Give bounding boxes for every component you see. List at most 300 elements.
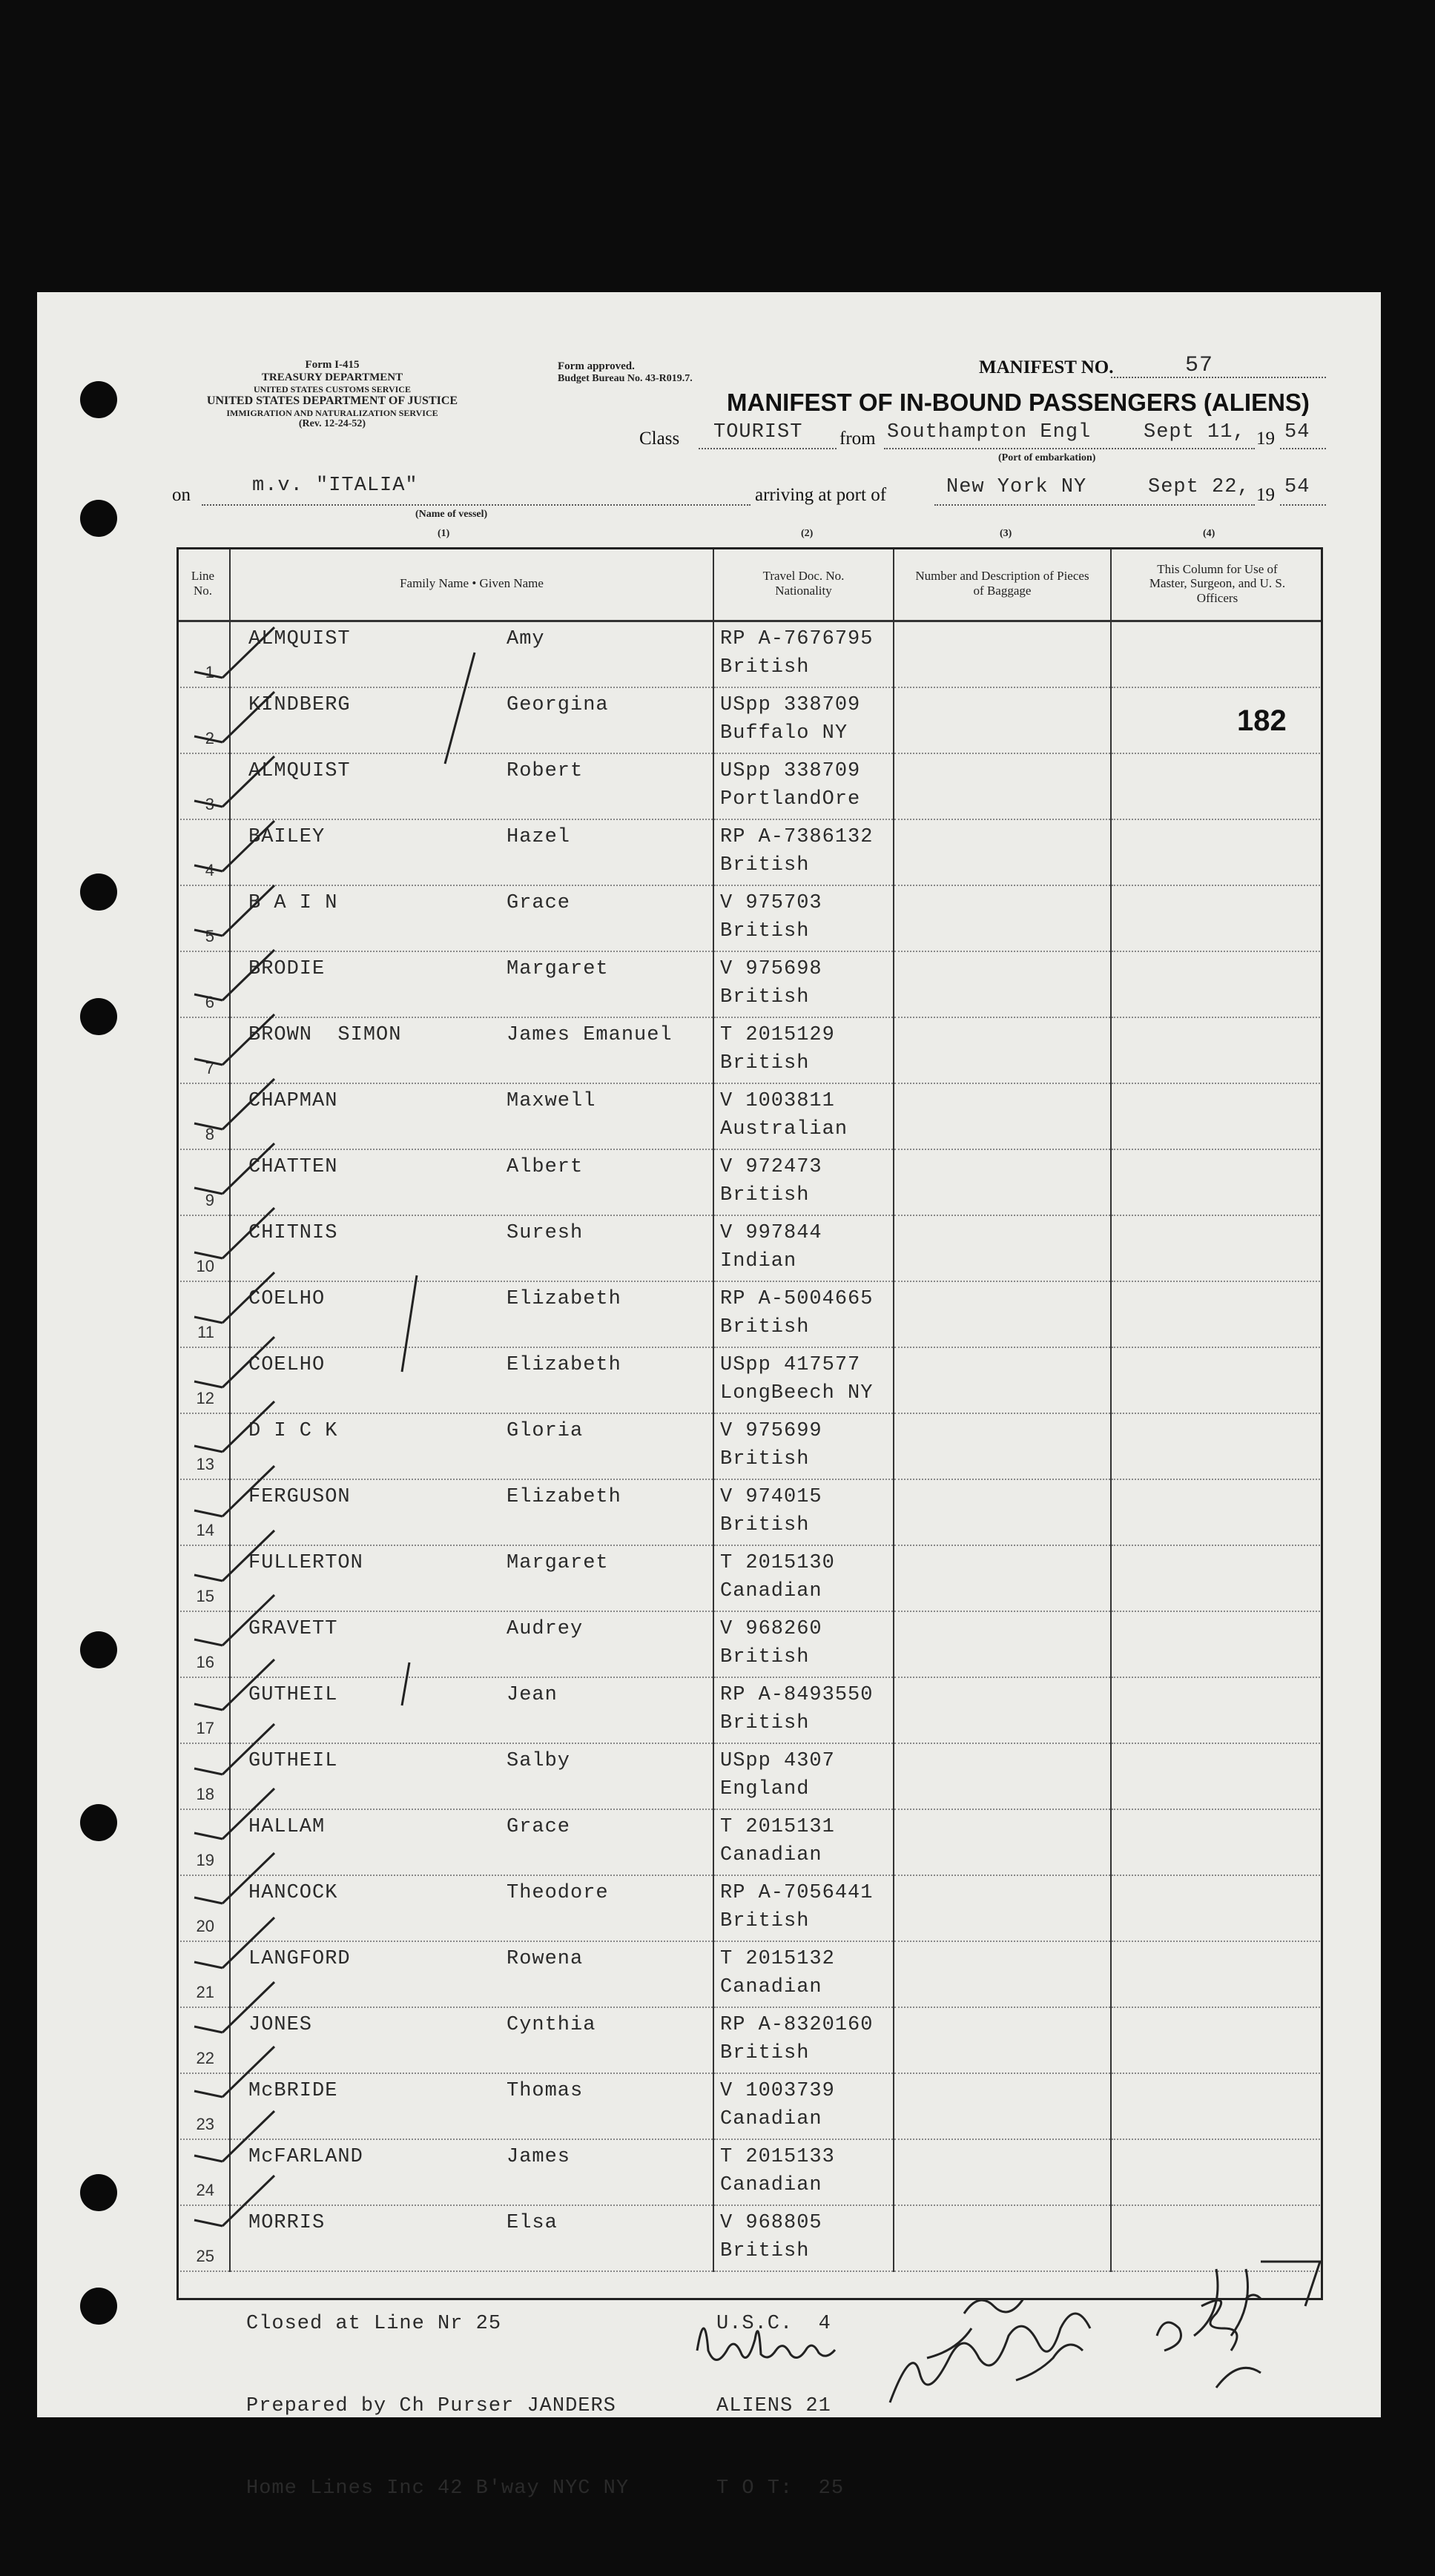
travel-doc-cell: [713, 621, 894, 688]
form-revision: (Rev. 12-24-52): [298, 418, 366, 430]
line-number: 3: [205, 795, 214, 813]
table-row: [177, 1017, 1323, 1083]
family-name: ALMQUIST: [248, 760, 351, 782]
travel-doc-number: V 975703: [720, 892, 822, 914]
nationality: British: [720, 854, 810, 876]
travel-doc-cell: [713, 885, 894, 951]
officer-cell: [1111, 2205, 1323, 2271]
travel-doc-number: USpp 338709: [720, 760, 861, 782]
family-name: JONES: [248, 2014, 313, 2036]
baggage-cell: [894, 885, 1111, 951]
travel-doc-number: USpp 338709: [720, 694, 861, 716]
officer-cell: [1111, 753, 1323, 819]
travel-doc-cell: [713, 1017, 894, 1083]
name-cell: [230, 1809, 713, 1875]
line-no-cell: [177, 2205, 230, 2271]
family-name: COELHO: [248, 1288, 326, 1310]
line-number: 14: [196, 1521, 214, 1539]
given-name: Albert: [507, 1156, 584, 1178]
travel-doc-number: T 2015130: [720, 1552, 835, 1574]
line-no-cell: [177, 1479, 230, 1545]
manifest-no-label: MANIFEST NO.: [979, 357, 1114, 377]
line-number: 8: [205, 1125, 214, 1143]
nationality: British: [720, 2240, 810, 2262]
line-number: 10: [196, 1257, 214, 1275]
given-name: Jean: [507, 1684, 558, 1706]
officer-cell: [1111, 1875, 1323, 1941]
name-cell: [230, 687, 713, 753]
travel-doc-cell: [713, 1545, 894, 1611]
line-number: 11: [197, 1323, 214, 1341]
officer-cell: [1111, 2139, 1323, 2205]
manifest-no-underline: [1111, 377, 1326, 378]
family-name: McBRIDE: [248, 2080, 338, 2102]
table-row: [177, 1875, 1323, 1941]
family-name: CHATTEN: [248, 1156, 338, 1178]
name-cell: [230, 1347, 713, 1413]
line-number: 21: [196, 1983, 214, 2001]
table-row: [177, 1479, 1323, 1545]
travel-doc-number: V 975698: [720, 958, 822, 980]
nationality: British: [720, 1514, 810, 1536]
given-name: Elsa: [507, 2212, 558, 2234]
line-number: 20: [196, 1917, 214, 1935]
given-name: Elizabeth: [507, 1354, 621, 1376]
given-name: Grace: [507, 1816, 571, 1838]
officer-cell: [1111, 1083, 1323, 1149]
line-no-cell: [177, 1017, 230, 1083]
aliens-count: ALIENS 21: [716, 2395, 831, 2417]
line-number: 24: [196, 2181, 214, 2199]
given-name: Georgina: [507, 694, 609, 716]
line-number: 23: [196, 2115, 214, 2133]
name-cell: [230, 1545, 713, 1611]
class-value: TOURIST: [713, 421, 803, 443]
from-label: from: [839, 429, 876, 449]
table-row: [177, 2073, 1323, 2139]
travel-doc-number: RP A-7056441: [720, 1882, 874, 1904]
prepared-by: Prepared by Ch Purser JANDERS: [246, 2395, 616, 2417]
travel-doc-number: V 997844: [720, 1222, 822, 1244]
line-no-cell: [177, 1083, 230, 1149]
punch-hole: [80, 1804, 117, 1841]
given-name: Cynthia: [507, 2014, 596, 2036]
baggage-cell: [894, 1743, 1111, 1809]
line-number: 7: [205, 1059, 214, 1077]
family-name: BROWN SIMON: [248, 1024, 402, 1046]
line-no-cell: [177, 1941, 230, 2007]
travel-doc-number: USpp 417577: [720, 1354, 861, 1376]
family-name: GRAVETT: [248, 1618, 338, 1640]
line-number: 4: [205, 861, 214, 879]
name-cell: [230, 1875, 713, 1941]
travel-doc-cell: [713, 1941, 894, 2007]
given-name: Hazel: [507, 826, 571, 848]
baggage-cell: [894, 2073, 1111, 2139]
line-no-cell: [177, 1545, 230, 1611]
year-underline-2: [1280, 504, 1326, 506]
table-header: [177, 547, 1323, 621]
travel-doc-number: V 974015: [720, 1486, 822, 1508]
officer-cell: [1111, 951, 1323, 1017]
name-cell: [230, 1215, 713, 1281]
travel-doc-cell: [713, 1809, 894, 1875]
family-name: GUTHEIL: [248, 1684, 338, 1706]
line-no-cell: [177, 819, 230, 885]
name-cell: [230, 1017, 713, 1083]
table-row: [177, 753, 1323, 819]
name-cell: [230, 1611, 713, 1677]
officer-cell: [1111, 1347, 1323, 1413]
family-name: HALLAM: [248, 1816, 326, 1838]
name-cell: [230, 753, 713, 819]
table-row: [177, 1743, 1323, 1809]
officer-cell: [1111, 1017, 1323, 1083]
family-name: LANGFORD: [248, 1948, 351, 1970]
baggage-cell: [894, 2205, 1111, 2271]
approval-block: [558, 360, 693, 385]
nationality: England: [720, 1778, 810, 1800]
col-number-4: (4): [1203, 528, 1215, 539]
officer-cell: [1111, 1149, 1323, 1215]
travel-doc-number: RP A-8493550: [720, 1684, 874, 1706]
table-row: [177, 2139, 1323, 2205]
name-cell: [230, 1941, 713, 2007]
table-row: [177, 1611, 1323, 1677]
table-row: [177, 1149, 1323, 1215]
travel-doc-cell: [713, 1215, 894, 1281]
travel-doc-cell: [713, 1413, 894, 1479]
family-name: KINDBERG: [248, 694, 351, 716]
line-number: 9: [205, 1191, 214, 1209]
line-no-cell: [177, 1149, 230, 1215]
travel-doc-cell: [713, 951, 894, 1017]
line-number: 16: [196, 1653, 214, 1671]
travel-doc-cell: [713, 2073, 894, 2139]
port-embarkation-note: (Port of embarkation): [998, 452, 1096, 463]
table-row: [177, 1809, 1323, 1875]
nationality: British: [720, 920, 810, 942]
line-no-cell: [177, 1677, 230, 1743]
family-name: FERGUSON: [248, 1486, 351, 1508]
year-1: 54: [1284, 421, 1310, 443]
line-number: 6: [205, 993, 214, 1011]
name-cell: [230, 951, 713, 1017]
baggage-cell: [894, 1545, 1111, 1611]
baggage-cell: [894, 1149, 1111, 1215]
line-no-cell: [177, 2007, 230, 2073]
header-baggage: Number and Description of Pieces of Baggage: [894, 547, 1111, 621]
vessel-underline: [202, 504, 751, 506]
family-name: BAILEY: [248, 826, 326, 848]
travel-doc-cell: [713, 2139, 894, 2205]
family-name: MORRIS: [248, 2212, 326, 2234]
officer-cell: [1111, 1281, 1323, 1347]
arrival-date: Sept 22,: [1148, 476, 1250, 498]
nationality: Indian: [720, 1250, 797, 1272]
travel-doc-number: T 2015132: [720, 1948, 835, 1970]
line-number: 15: [196, 1587, 214, 1605]
agent-address: Home Lines Inc 42 B'way NYC NY: [246, 2477, 630, 2500]
line-number: 22: [196, 2049, 214, 2067]
nationality: British: [720, 2042, 810, 2064]
family-name: HANCOCK: [248, 1882, 338, 1904]
budget-bureau: Budget Bureau No. 43-R019.7.: [558, 373, 693, 385]
vessel-note: (Name of vessel): [415, 509, 488, 520]
travel-doc-cell: [713, 819, 894, 885]
name-cell: [230, 2007, 713, 2073]
baggage-cell: [894, 1941, 1111, 2007]
name-cell: [230, 1413, 713, 1479]
name-cell: [230, 2073, 713, 2139]
table-row: [177, 2007, 1323, 2073]
from-port: Southampton Engl: [887, 421, 1092, 443]
officer-cell: [1111, 1611, 1323, 1677]
officer-cell: [1111, 819, 1323, 885]
given-name: Margaret: [507, 1552, 609, 1574]
officer-count-note: 182: [1237, 704, 1287, 737]
nationality: British: [720, 1052, 810, 1074]
name-cell: [230, 819, 713, 885]
line-no-cell: [177, 687, 230, 753]
closing-block: [246, 2256, 629, 2530]
travel-doc-cell: [713, 1347, 894, 1413]
departure-date: Sept 11,: [1144, 421, 1246, 443]
family-name: GUTHEIL: [248, 1750, 338, 1772]
officer-cell: [1111, 1809, 1323, 1875]
name-cell: [230, 1083, 713, 1149]
year-2: 54: [1284, 476, 1310, 498]
officer-cell: [1111, 1413, 1323, 1479]
baggage-cell: [894, 1875, 1111, 1941]
punch-hole: [80, 998, 117, 1035]
travel-doc-number: V 1003739: [720, 2080, 835, 2102]
family-name: D I C K: [248, 1420, 338, 1442]
line-no-cell: [177, 1875, 230, 1941]
name-cell: [230, 885, 713, 951]
header-officers: This Column for Use of Master, Surgeon, and U. S. Officers: [1111, 547, 1323, 621]
line-no-cell: [177, 1743, 230, 1809]
officer-cell: [1111, 687, 1323, 753]
line-no-cell: [177, 2073, 230, 2139]
table-row: [177, 687, 1323, 753]
line-no-cell: [177, 951, 230, 1017]
line-no-cell: [177, 1611, 230, 1677]
year-underline-1: [1280, 448, 1326, 449]
line-no-cell: [177, 1347, 230, 1413]
officer-cell: [1111, 1677, 1323, 1743]
baggage-cell: [894, 753, 1111, 819]
line-number: 17: [196, 1719, 214, 1737]
line-number: 13: [196, 1455, 214, 1473]
table-row: [177, 1413, 1323, 1479]
line-number: 1: [205, 663, 214, 681]
baggage-cell: [894, 819, 1111, 885]
line-no-cell: [177, 885, 230, 951]
given-name: Elizabeth: [507, 1486, 621, 1508]
travel-doc-number: V 968260: [720, 1618, 822, 1640]
family-name: CHITNIS: [248, 1222, 338, 1244]
form-approved: Form approved.: [558, 360, 635, 372]
travel-doc-number: V 968805: [720, 2212, 822, 2234]
travel-doc-number: RP A-7386132: [720, 826, 874, 848]
baggage-cell: [894, 1083, 1111, 1149]
officer-cell: [1111, 1479, 1323, 1545]
table-row: [177, 621, 1323, 688]
form-block: [169, 359, 495, 431]
given-name: Grace: [507, 892, 571, 914]
baggage-cell: [894, 1677, 1111, 1743]
punch-hole: [80, 1631, 117, 1668]
nationality: British: [720, 656, 810, 678]
baggage-cell: [894, 2139, 1111, 2205]
baggage-cell: [894, 1017, 1111, 1083]
table-row: [177, 819, 1323, 885]
nationality: British: [720, 1646, 810, 1668]
line-no-cell: [177, 1809, 230, 1875]
baggage-cell: [894, 1413, 1111, 1479]
name-cell: [230, 2139, 713, 2205]
nationality: PortlandOre: [720, 788, 861, 810]
table-row: [177, 1347, 1323, 1413]
given-name: Margaret: [507, 958, 609, 980]
total-count: T O T: 25: [716, 2477, 845, 2500]
nationality: Australian: [720, 1118, 848, 1140]
vessel-name: m.v. "ITALIA": [252, 475, 418, 497]
line-number: 19: [196, 1851, 214, 1869]
punch-hole: [80, 2174, 117, 2211]
name-cell: [230, 1281, 713, 1347]
travel-doc-cell: [713, 1281, 894, 1347]
nationality: British: [720, 1316, 810, 1338]
given-name: Maxwell: [507, 1090, 596, 1112]
from-underline: [884, 448, 1255, 449]
baggage-cell: [894, 2007, 1111, 2073]
line-no-cell: [177, 1215, 230, 1281]
family-name: CHAPMAN: [248, 1090, 338, 1112]
travel-doc-number: RP A-8320160: [720, 2014, 874, 2036]
line-no-cell: [177, 753, 230, 819]
customs-service: UNITED STATES CUSTOMS SERVICE: [254, 383, 411, 394]
line-number: 25: [196, 2247, 214, 2265]
nationality: British: [720, 1910, 810, 1932]
travel-doc-cell: [713, 687, 894, 753]
travel-doc-cell: [713, 1677, 894, 1743]
table-row: [177, 885, 1323, 951]
officer-cell: [1111, 1215, 1323, 1281]
on-label: on: [172, 485, 191, 505]
line-number: 2: [205, 729, 214, 747]
officer-cell: [1111, 621, 1323, 688]
given-name: Suresh: [507, 1222, 584, 1244]
header-line-no: Line No.: [177, 547, 230, 621]
nationality: Canadian: [720, 1844, 822, 1866]
punch-hole: [80, 873, 117, 911]
arrival-port: New York NY: [946, 476, 1087, 498]
name-cell: [230, 1677, 713, 1743]
line-no-cell: [177, 2139, 230, 2205]
nationality: British: [720, 986, 810, 1008]
given-name: Robert: [507, 760, 584, 782]
baggage-cell: [894, 687, 1111, 753]
col-number-1: (1): [438, 528, 450, 539]
arriving-label: arriving at port of: [755, 485, 887, 505]
officer-cell: [1111, 1941, 1323, 2007]
given-name: Audrey: [507, 1618, 584, 1640]
travel-doc-cell: [713, 2007, 894, 2073]
baggage-cell: [894, 1611, 1111, 1677]
punch-hole: [80, 381, 117, 418]
name-cell: [230, 1479, 713, 1545]
closed-at-line: Closed at Line Nr 25: [246, 2313, 502, 2335]
given-name: Salby: [507, 1750, 571, 1772]
class-label: Class: [639, 429, 680, 449]
baggage-cell: [894, 1479, 1111, 1545]
ins-service: IMMIGRATION AND NATURALIZATION SERVICE: [226, 407, 438, 418]
travel-doc-cell: [713, 1149, 894, 1215]
table-row: [177, 1677, 1323, 1743]
year-prefix-1: 19: [1256, 429, 1275, 449]
usc-count: U.S.C. 4: [716, 2313, 831, 2335]
arrival-underline: [934, 504, 1255, 506]
year-prefix-2: 19: [1256, 485, 1275, 505]
class-underline: [699, 448, 837, 449]
baggage-cell: [894, 621, 1111, 688]
officer-cell: [1111, 2007, 1323, 2073]
given-name: Theodore: [507, 1882, 609, 1904]
baggage-cell: [894, 1809, 1111, 1875]
line-no-cell: [177, 1413, 230, 1479]
family-name: COELHO: [248, 1354, 326, 1376]
officer-cell: [1111, 885, 1323, 951]
table-row: [177, 1083, 1323, 1149]
baggage-cell: [894, 1347, 1111, 1413]
travel-doc-number: RP A-5004665: [720, 1288, 874, 1310]
col-number-2: (2): [801, 528, 814, 539]
nationality: Buffalo NY: [720, 722, 848, 744]
officer-cell: [1111, 1743, 1323, 1809]
travel-doc-cell: [713, 753, 894, 819]
travel-doc-number: V 972473: [720, 1156, 822, 1178]
nationality: LongBeech NY: [720, 1382, 874, 1404]
baggage-cell: [894, 1281, 1111, 1347]
punch-hole: [80, 2288, 117, 2325]
manifest-title: MANIFEST OF IN-BOUND PASSENGERS (ALIENS): [727, 389, 1310, 416]
given-name: Elizabeth: [507, 1288, 621, 1310]
travel-doc-number: T 2015131: [720, 1816, 835, 1838]
name-cell: [230, 621, 713, 688]
travel-doc-cell: [713, 1611, 894, 1677]
officer-cell: [1111, 2073, 1323, 2139]
name-cell: [230, 1743, 713, 1809]
baggage-cell: [894, 1215, 1111, 1281]
family-name: McFARLAND: [248, 2146, 363, 2168]
totals-block: [716, 2256, 844, 2530]
family-name: B A I N: [248, 892, 338, 914]
travel-doc-cell: [713, 1479, 894, 1545]
table-row: [177, 1281, 1323, 1347]
manifest-no-value: 57: [1185, 353, 1214, 378]
given-name: Amy: [507, 628, 545, 650]
punch-hole: [80, 500, 117, 537]
line-number: 5: [205, 927, 214, 945]
given-name: Rowena: [507, 1948, 584, 1970]
line-no-cell: [177, 621, 230, 688]
passenger-table: [177, 547, 1323, 2272]
table-row: [177, 1545, 1323, 1611]
travel-doc-cell: [713, 1875, 894, 1941]
col-number-3: (3): [1000, 528, 1012, 539]
